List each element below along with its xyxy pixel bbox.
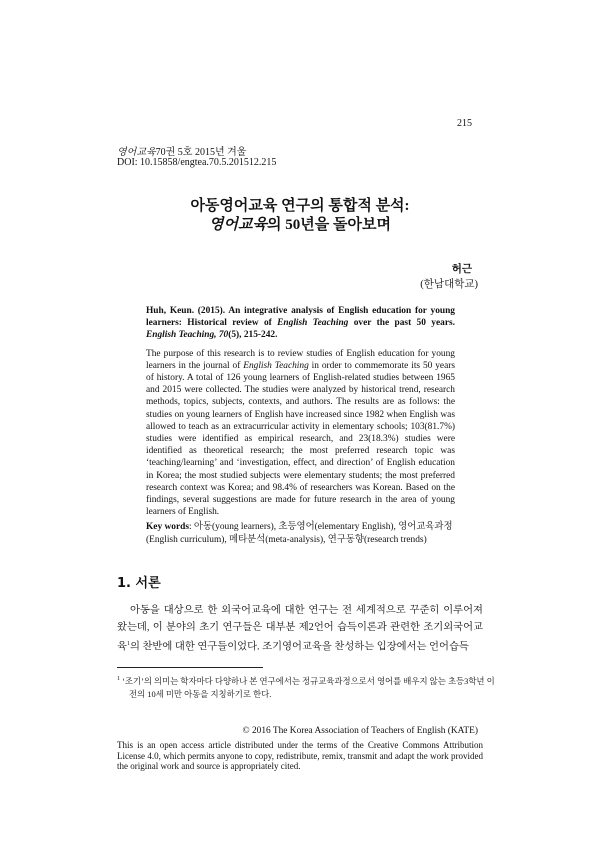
license-text: This is an open access article distributed under the terms of the Creative Commons Attribution License 4.0, which permits anyone to copy, redistribute, remix, transmit and adapt the work provided the original work and source is appropriately cited. — [117, 740, 483, 771]
section-heading: 1. 서론 — [117, 576, 161, 591]
journal-issue: 70권 5호 2015년 겨울 — [155, 147, 247, 158]
body-part-2: 의 찬반에 대한 연구들이었다. 조기영어교육을 찬성하는 입장에서는 언어습득 — [129, 641, 469, 653]
footnote-divider — [117, 667, 263, 668]
footnote-number: 1 — [117, 676, 120, 682]
abstract-italic: English Teaching — [243, 360, 309, 371]
citation-part-1: Huh, Keun. (2015). An integrative analysis of English education for young learners: Historical review of — [146, 306, 455, 329]
abstract-text — [146, 348, 455, 519]
doi: DOI: 10.15858/engtea.70.5.201512.215 — [117, 157, 277, 168]
body-part-1: 아동을 대상으로 한 외국어교육에 대한 연구는 전 세계적으로 꾸준히 이루어져 왔는데, 이 분야의 초기 연구들은 대부분 제2언어 습득이론과 관련한 조기외국어교육 — [117, 605, 483, 653]
journal-name: 영어교육 — [117, 147, 156, 158]
title-line-1: 아동영어교육 연구의 통합적 분석: — [190, 198, 410, 214]
title-line-2-rest: 의 50년을 돌아보며 — [267, 217, 391, 233]
author-name: 허근 — [451, 264, 472, 275]
keywords — [146, 521, 466, 547]
title-line-2 — [0, 216, 600, 235]
footnote-text: ‘조기’의 의미는 학자마다 다양하나 본 연구에서는 정규교육과정으로서 영어를 배우지 않는 초등3학년 이전의 10세 미만 아동을 지칭하기로 한다. — [120, 676, 495, 699]
keywords-label: Key words — [146, 522, 189, 532]
paper-title — [0, 197, 600, 235]
footnote-ref: 1 — [126, 641, 130, 647]
citation — [146, 305, 455, 342]
citation-italic-1: English Teaching — [277, 318, 349, 329]
citation-part-2: over the past 50 years. — [348, 318, 455, 329]
copyright: © 2016 The Korea Association of Teachers of English (KATE) — [242, 726, 478, 736]
citation-part-3: (5), 215-242. — [228, 330, 278, 341]
author-affiliation: (한남대학교) — [420, 279, 478, 290]
citation-italic-2: English Teaching, 70 — [146, 330, 229, 341]
abstract-block — [146, 305, 455, 518]
title-journal-name: 영어교육 — [209, 217, 268, 233]
abstract-part-2: in order to commemorate its 50 years of history. A total of 126 young learners of English-related studies between 1965 and 2015 were collected. The studies were analyzed by historical trend, research methods, topics, subjects, contexts, and authors. The results are as follows: the studies on young learners of English have increased since 1982 when English was allowed to teach as an extracurricular activity in elementary schools; 103(81.7%) studies were identified as empirical research, and 23(18.3%) studies were identified as theoretical research; the most preferred research topic was ‘teaching/learning’ and ‘investigation, effect, and direction’ of English education in Korea; the most studied subjects were elementary students; the most preferred research context was Korea; and 98.4% of researchers was Korean. Based on the findings, several suggestions are made for future research in the area of young learners of English. — [146, 360, 456, 518]
keywords-text: : 아동(young learners), 초등영어(elementary English), 영어교육과정 (English curriculum), 메타분석(meta-analysis), 연구동향(research trends) — [146, 522, 453, 545]
page-number: 215 — [457, 118, 472, 129]
footnote — [117, 673, 495, 701]
body-paragraph — [117, 602, 483, 655]
journal-line — [117, 143, 246, 158]
abstract-part-1: The purpose of this research is to review studies of English education for young learners in the journal of — [146, 348, 455, 371]
